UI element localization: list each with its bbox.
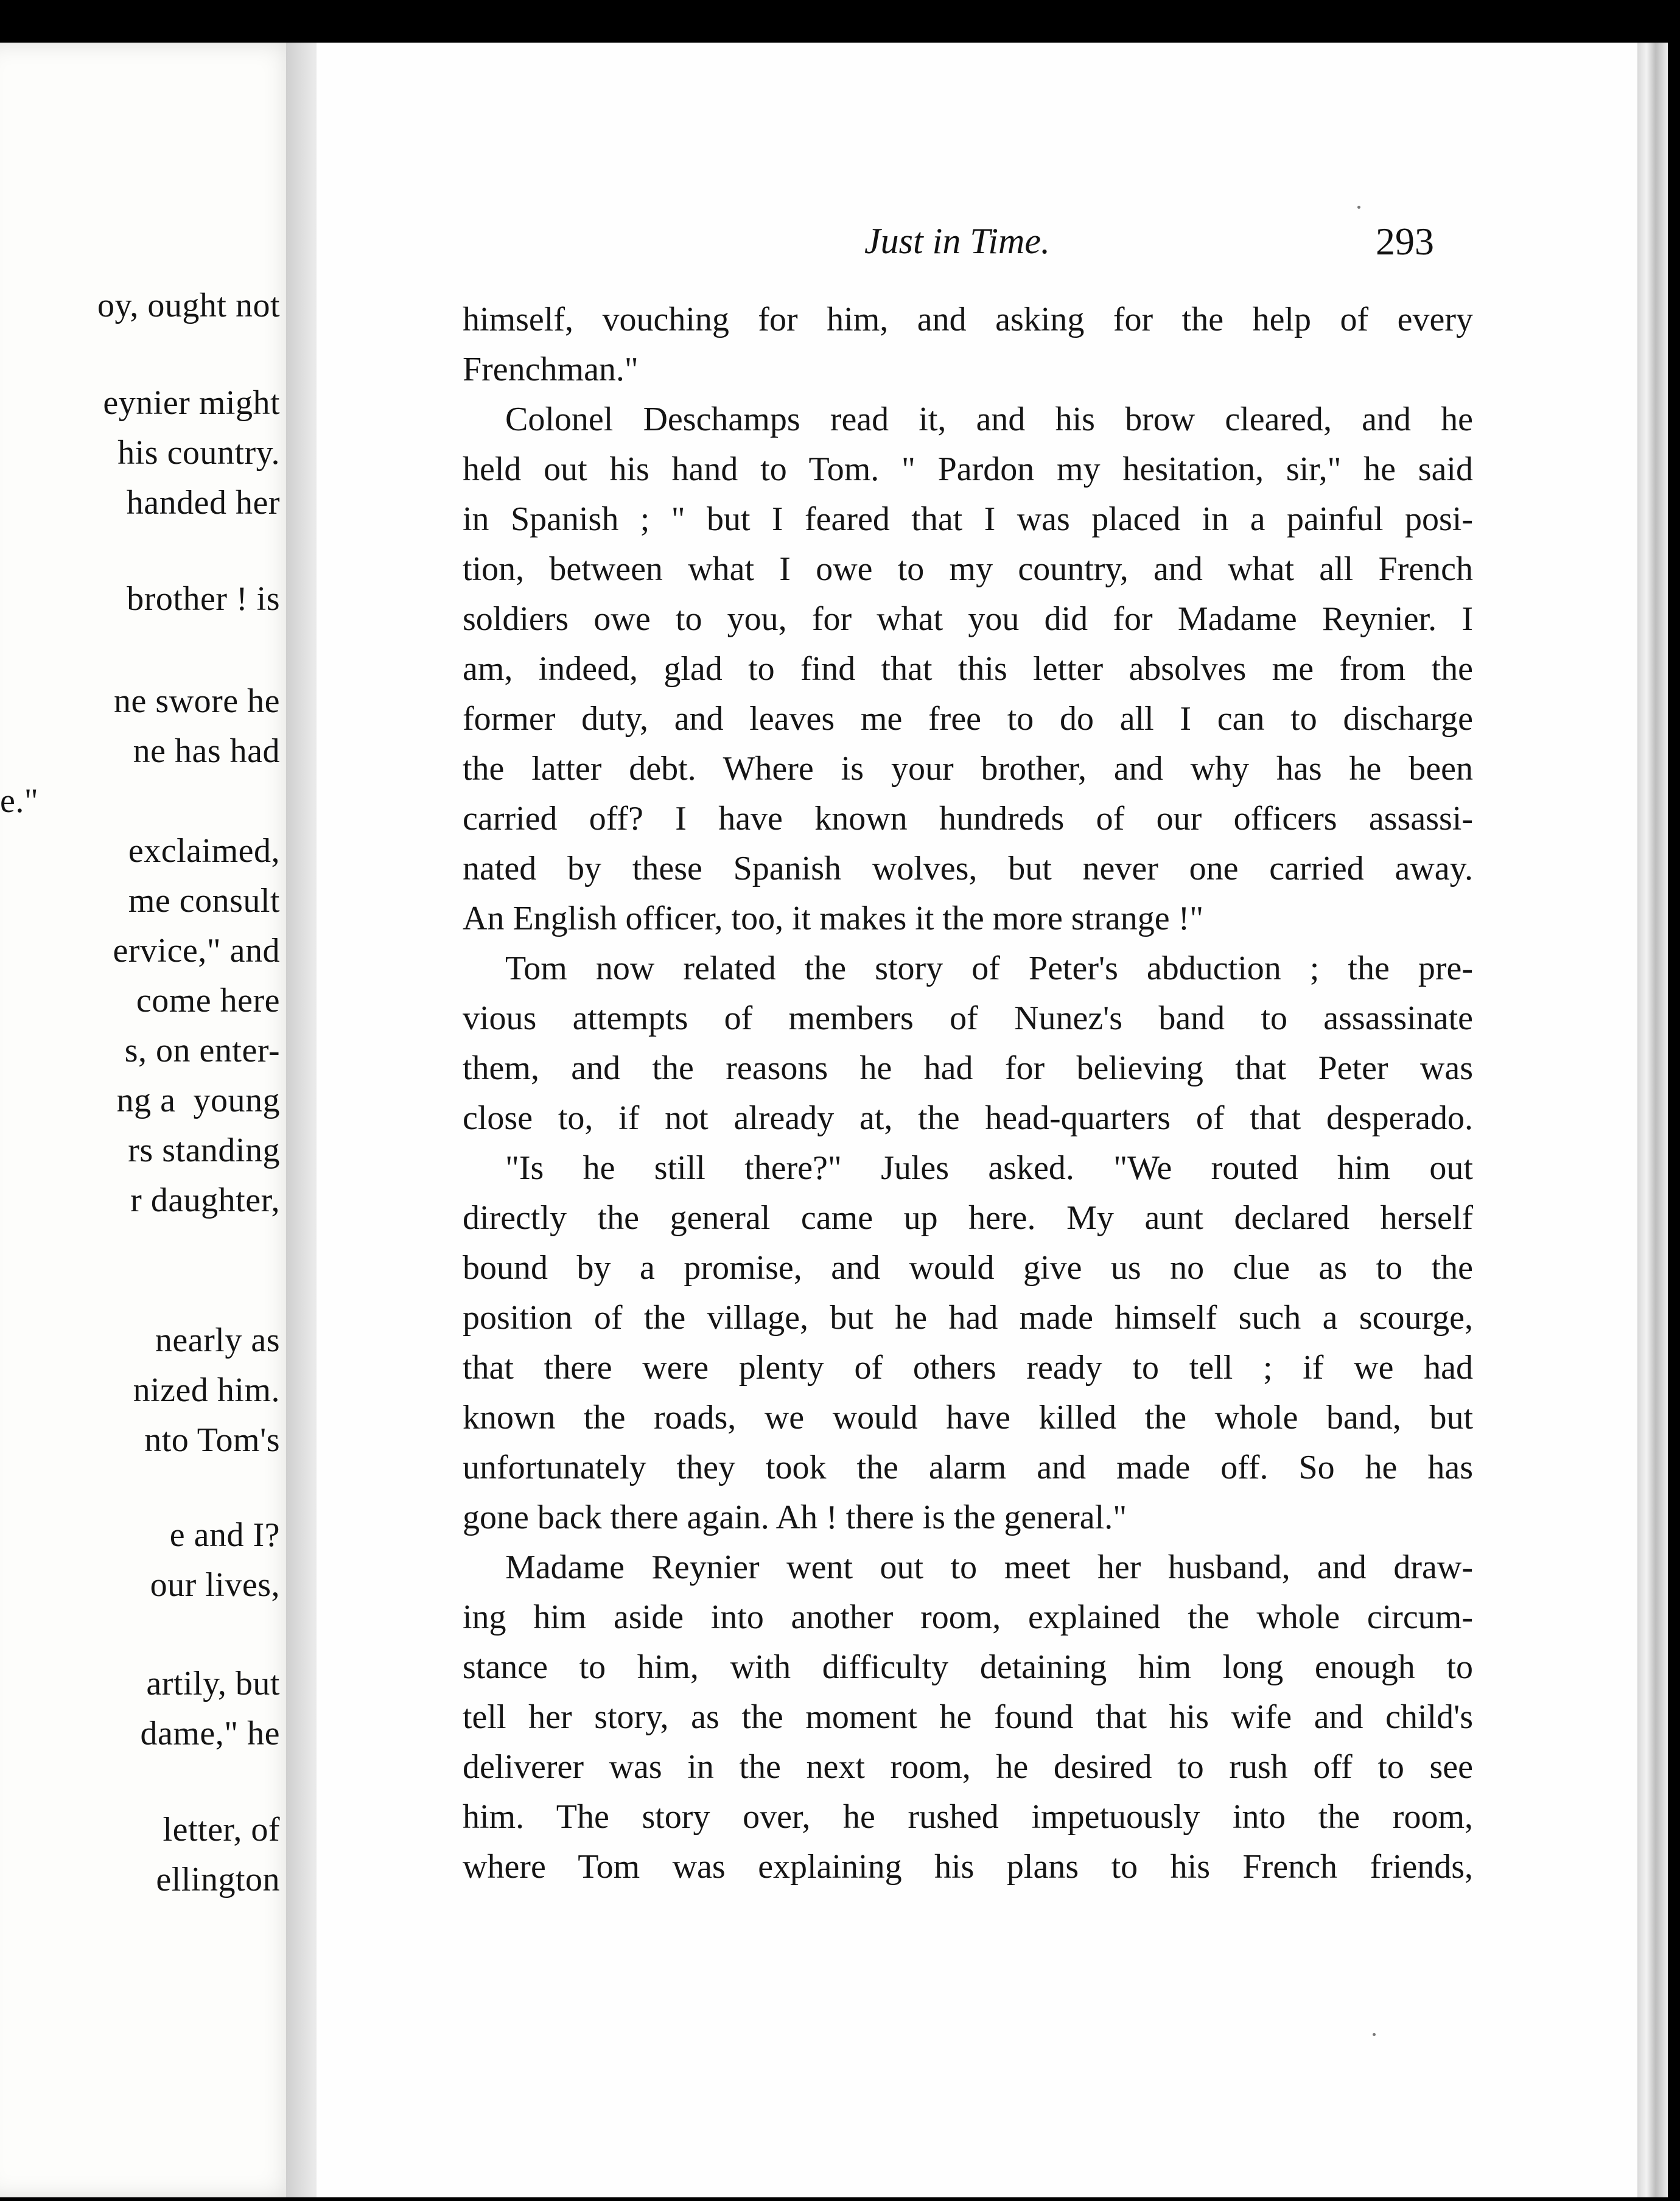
text-line: in Spanish ; " but I feared that I was placed in a painful posi- [463, 500, 1473, 538]
text-line: tion, between what I owe to my country, and what all French [463, 550, 1473, 588]
text-line: ing him aside into another room, explained the whole circum- [463, 1598, 1473, 1636]
paper-speck [1373, 2033, 1376, 2036]
left-page-line: dame," he [140, 1715, 280, 1752]
left-page-line: exclaimed, [128, 832, 280, 870]
text-line: Madame Reynier went out to meet her husband, and draw- [505, 1548, 1473, 1586]
text-line: soldiers owe to you, for what you did for Madame Reynier. I [463, 600, 1473, 638]
text-line: nated by these Spanish wolves, but never one carried away. [463, 850, 1473, 887]
left-page-line: r daughter, [130, 1181, 280, 1219]
text-line: where Tom was explaining his plans to his French friends, [463, 1848, 1473, 1886]
text-line: held out his hand to Tom. " Pardon my hesitation, sir," he said [463, 450, 1473, 488]
left-page-line: ne swore he [114, 682, 280, 720]
text-line: deliverer was in the next room, he desired to rush off to see [463, 1748, 1473, 1786]
left-page-line: come here [136, 982, 280, 1020]
text-line: close to, if not already at, the head-quarters of that desperado. [463, 1099, 1473, 1137]
running-title: Just in Time. [864, 221, 1051, 261]
text-line: the latter debt. Where is your brother, and why has he been [463, 750, 1473, 788]
text-line: bound by a promise, and would give us no clue as to the [463, 1249, 1473, 1287]
page-edge [1637, 43, 1668, 2197]
text-line: gone back there again. Ah ! there is the general." [463, 1499, 1127, 1536]
text-line: them, and the reasons he had for believing that Peter was [463, 1049, 1473, 1087]
text-line: carried off? I have known hundreds of our officers assassi- [463, 800, 1473, 838]
left-page-line: oy, ought not [97, 287, 280, 324]
left-page-line: me consult [128, 882, 280, 920]
left-page-line: nto Tom's [144, 1421, 280, 1459]
text-line: unfortunately they took the alarm and made off. So he has [463, 1449, 1473, 1486]
text-line: himself, vouching for him, and asking for the help of every [463, 301, 1473, 338]
text-line: am, indeed, glad to find that this letter absolves me from the [463, 650, 1473, 688]
text-line: vious attempts of members of Nunez's band to assassinate [463, 999, 1473, 1037]
text-line: position of the village, but he had made himself such a scourge, [463, 1299, 1473, 1337]
page-number: 293 [1376, 220, 1434, 263]
text-line: former duty, and leaves me free to do all I can to discharge [463, 700, 1473, 738]
left-page-line: nized him. [133, 1371, 280, 1409]
text-line: Tom now related the story of Peter's abduction ; the pre- [505, 950, 1473, 987]
text-line: Colonel Deschamps read it, and his brow cleared, and he [505, 401, 1473, 438]
text-line: that there were plenty of others ready to tell ; if we had [463, 1349, 1473, 1387]
left-page-line: brother ! is [127, 580, 280, 618]
left-page-line: artily, but [146, 1665, 280, 1702]
left-page-line: nearly as [155, 1321, 280, 1359]
text-line: known the roads, we would have killed the whole band, but [463, 1399, 1473, 1436]
left-page-line: ne has had [133, 732, 280, 770]
text-line: "Is he still there?" Jules asked. "We routed him out [505, 1149, 1473, 1187]
left-page-line: rs standing [128, 1132, 280, 1169]
left-page-line: ellington [156, 1861, 280, 1898]
left-page-line: e and I? [169, 1516, 280, 1554]
text-line: him. The story over, he rushed impetuously into the room, [463, 1798, 1473, 1836]
left-page-line: handed her [126, 484, 280, 522]
left-page-line: s, on enter- [124, 1032, 280, 1069]
text-line: stance to him, with difficulty detaining him long enough to [463, 1648, 1473, 1686]
paper-speck [1357, 206, 1360, 209]
left-page-line: our lives, [150, 1566, 280, 1604]
left-page-line: ng a young [116, 1082, 280, 1119]
text-line: tell her story, as the moment he found that his wife and child's [463, 1698, 1473, 1736]
left-page [0, 43, 304, 2197]
left-page-line: his country. [117, 434, 280, 472]
left-page-line: ervice," and [113, 932, 280, 970]
text-line: Frenchman." [463, 351, 639, 388]
left-page-line: e." [0, 782, 39, 820]
left-page-line: eynier might [103, 384, 280, 422]
text-line: An English officer, too, it makes it the more strange !" [463, 900, 1204, 937]
text-line: directly the general came up here. My aunt declared herself [463, 1199, 1473, 1237]
left-page-line: letter, of [163, 1811, 280, 1849]
